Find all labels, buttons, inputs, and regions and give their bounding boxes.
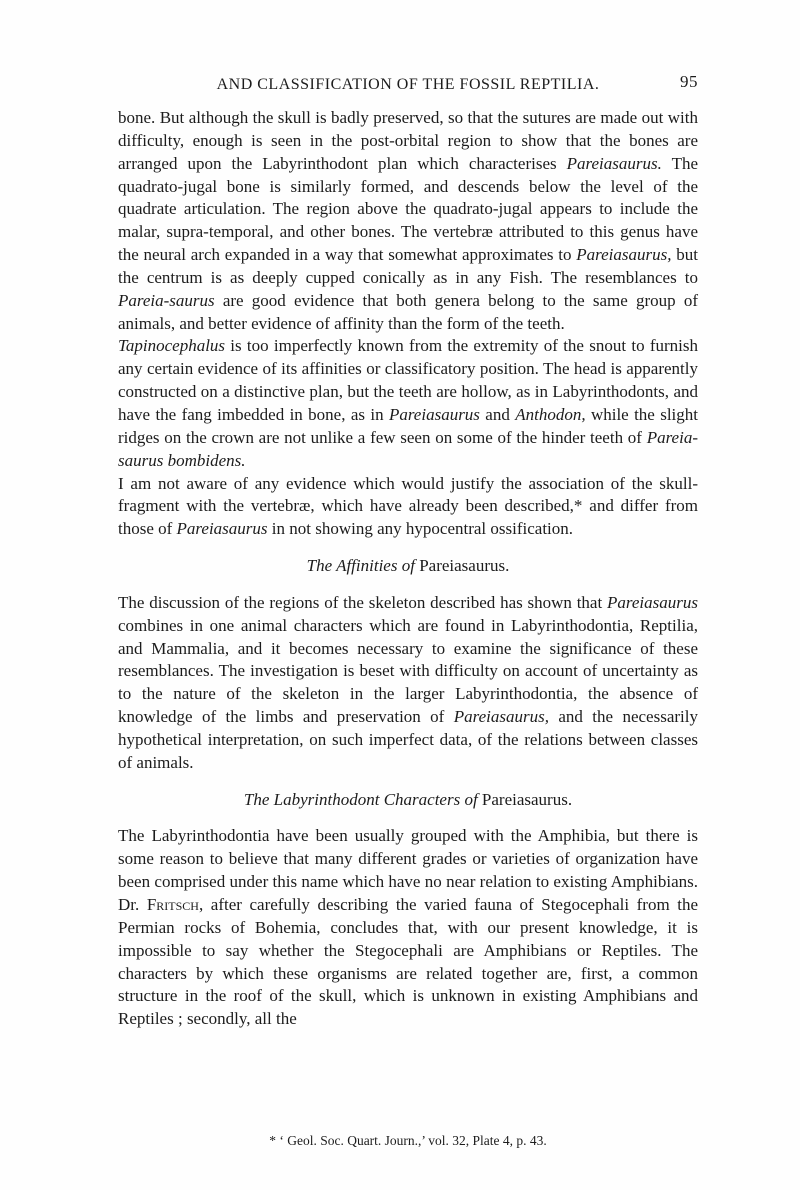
text-run: and	[479, 404, 516, 424]
text-run: The Labyrinthodontia have been usually grouped with the Amphibia, but there is some reason to believe that many different grades or varieties of organization have been comprised under this name which have no near relation to existing Amphibians. Dr.	[118, 826, 698, 914]
text-run: in not showing any hypocentral ossification.	[267, 519, 574, 539]
text-run: I am not aware of any evidence which would justify the association of the skull-fragment with the vertebræ, which have already been described,* and differ from those of	[118, 473, 698, 539]
paragraph-4	[118, 592, 698, 775]
section-heading-labyrinthodont	[118, 789, 698, 812]
author-name: Fritsch,	[146, 895, 204, 914]
heading-italic: The Affinities of	[306, 556, 415, 576]
genus-name: Pareiasaurus	[388, 404, 480, 424]
heading-roman: Pareiasaurus.	[477, 789, 573, 809]
running-title: AND CLASSIFICATION OF THE FOSSIL REPTILIA.	[216, 76, 600, 93]
heading-roman: Pareiasaurus.	[414, 556, 510, 576]
genus-name: Pareiasaurus,	[453, 707, 549, 727]
text-run: The discussion of the regions of the skeleton described has shown that	[118, 592, 607, 612]
paragraph-2	[118, 335, 698, 472]
genus-name: Pareia-saurus	[118, 290, 215, 310]
body-text	[118, 107, 698, 1031]
text-run: and the necessarily hypothetical interpretation, on such imperfect data, of the relations between classes of animals.	[118, 707, 698, 772]
paragraph-3	[118, 473, 698, 542]
paragraph-5	[118, 825, 698, 1031]
section-heading-affinities	[118, 555, 698, 578]
text-run: is too imperfectly known from the extremity of the snout to furnish any certain evidence of its affinities or classificatory position. The head is apparently constructed on a distinctive plan, but the teeth are hollow, as in Labyrinthodonts, and have the fang imbedded in bone, as in	[118, 336, 698, 424]
genus-name: Pareiasaurus	[176, 519, 268, 539]
text-run: while the slight ridges on the crown are not unlike a few seen on some of the hinder teeth of	[118, 404, 698, 447]
text-run: after carefully describing the varied fauna of Stegocephali from the Permian rocks of Bohemia, concludes that, with our present knowledge, it is impossible to say whether the Stegocephali are Amphibians or Reptiles. The characters by which these organisms are related together are, first, a common structure in the roof of the skull, which is unknown in existing Amphibians and Reptiles ; secondly, all the	[118, 895, 699, 1029]
text-run: bone. But although the skull is badly preserved, so that the sutures are made out with difficulty, enough is seen in the post-orbital region to show that the bones are arranged upon the Labyrinthodont plan which characterises	[118, 108, 698, 173]
heading-italic: The Labyrinthodont Characters of	[243, 789, 478, 809]
text-run: combines in one animal characters which are found in Labyrinthodontia, Reptilia, and Mammalia, and it becomes necessary to examine the significance of these resemblances. The investigation is beset with difficulty on account of uncertainty as to the nature of the skeleton in the larger Labyrinthodontia, the absence of knowledge of the limbs and preservation of	[118, 615, 698, 727]
footnote: * ‘ Geol. Soc. Quart. Journ.,’ vol. 32, Plate 4, p. 43.	[269, 1133, 547, 1148]
page-number: 95	[680, 72, 698, 91]
genus-name: Pareiasaurus.	[566, 153, 662, 173]
text-run: but the centrum is as deeply cupped conically as in any Fish. The resemblances to	[118, 245, 698, 287]
genus-name: Tapinocephalus	[118, 336, 226, 356]
genus-name: Anthodon,	[515, 404, 586, 424]
genus-name: Pareiasaurus,	[576, 245, 672, 265]
text-run: are good evidence that both genera belong to the same group of animals, and better evidence of affinity than the form of the teeth.	[118, 290, 698, 333]
genus-name: Pareia-saurus bombidens.	[118, 427, 698, 470]
text-run: The quadrato-jugal bone is similarly formed, and descends below the level of the quadrate articulation. The region above the quadrato-jugal appears to include the malar, supra-temporal, and other bones. The vertebræ attributed to this genus have the neural arch expanded in a way that somewhat approximates to	[118, 153, 699, 265]
paragraph-1	[118, 107, 698, 335]
running-head	[118, 70, 698, 100]
genus-name: Pareiasaurus	[607, 592, 698, 612]
